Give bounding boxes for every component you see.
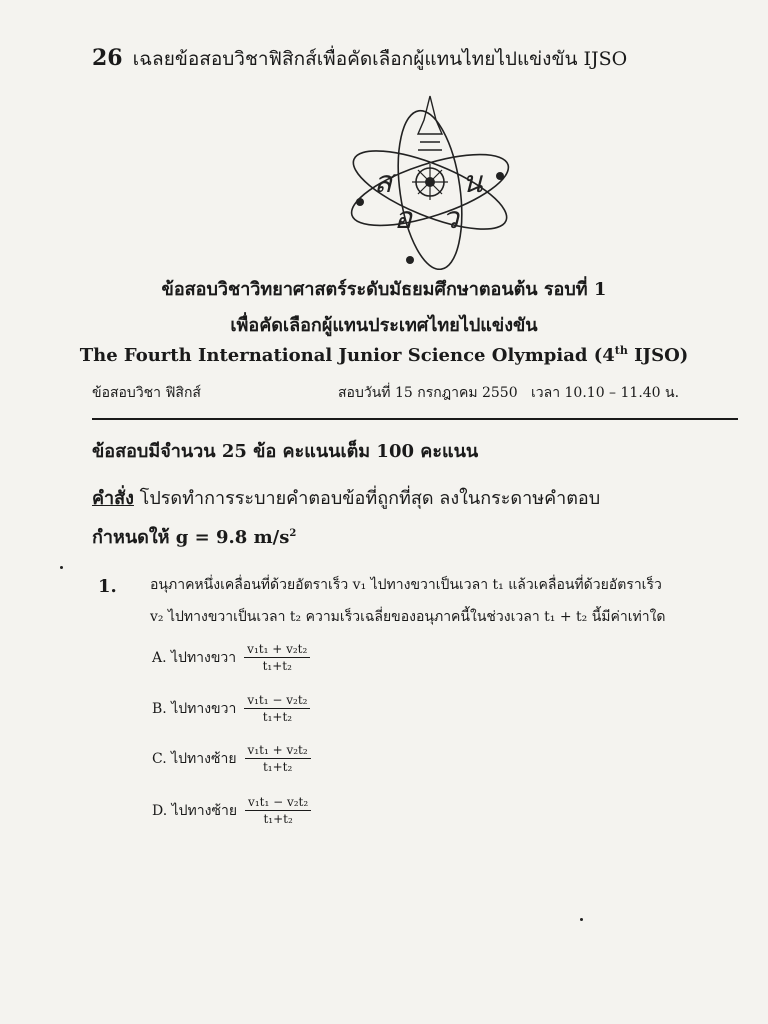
option-label: B. ไปทางขวา [152,700,237,717]
instruction-text: โปรดทำการระบายคำตอบข้อที่ถูกที่สุด ลงในกระดาษคำตอบ [133,488,601,509]
page-number: 26 [92,45,123,71]
option-fraction: $\frac{\text{v₁t₁ + v₂t₂}}{\text{t₁+t₂}}$ [245,743,311,774]
logo-glyph: ส [374,165,393,200]
instruction-label: คำสั่ง [92,488,134,509]
scan-speck [580,918,583,921]
option-fraction: $\frac{\text{v₁t₁ + v₂t₂}}{\text{t₁+t₂}}$ [244,642,310,673]
olympiad-logo [340,90,520,270]
scan-speck [60,566,63,569]
question-number: 1. [98,576,117,597]
logo-glyph: น [462,165,483,200]
option-a [152,642,310,673]
gravity-constant: กำหนดให้ g = 9.8 $m/s^2$ [92,527,297,548]
subject-label: ข้อสอบวิชา ฟิสิกส์ [92,385,201,401]
question-text-line1: อนุภาคหนึ่งเคลื่อนที่ด้วยอัตราเร็ว v₁ ไปทางขวาเป็นเวลา t₁ แล้วเคลื่อนที่ด้วยอัตราเร็ว [150,577,662,593]
option-label: C. ไปทางซ้าย [152,750,237,767]
question-text-line2: v₂ ไปทางขวาเป็นเวลา t₂ ความเร็วเฉลี่ยของอนุภาคนี้ในช่วงเวลา t₁ + t₂ นี้มีค่าเท่าใด [150,609,666,625]
instruction [92,483,600,512]
option-c [152,743,311,774]
logo-glyph: อ [394,201,413,236]
option-fraction: $\frac{\text{v₁t₁ − v₂t₂}}{\text{t₁+t₂}}$ [245,795,311,826]
logo-glyph: ว [442,201,459,236]
exam-title-line3: The Fourth International Junior Science Olympiad (4th IJSO) [79,344,689,366]
exam-title-line2: เพื่อคัดเลือกผู้แทนประเทศไทยไปแข่งขัน [230,315,538,336]
option-label: A. ไปทางขวา [152,649,237,666]
exam-datetime: สอบวันที่ 15 กรกฎาคม 2550 เวลา 10.10 – 11.40 น. [338,385,680,401]
option-b [152,693,310,724]
running-header [92,44,627,74]
option-label: D. ไปทางซ้าย [152,802,238,819]
option-d [152,795,311,826]
question-count: ข้อสอบมีจำนวน 25 ข้อ คะแนนเต็ม 100 คะแนน [92,441,479,462]
running-title: เฉลยข้อสอบวิชาฟิสิกส์เพื่อคัดเลือกผู้แทนไทยไปแข่งขัน IJSO [132,48,628,70]
option-fraction: $\frac{\text{v₁t₁ − v₂t₂}}{\text{t₁+t₂}}$ [244,693,310,724]
exam-title-line1: ข้อสอบวิชาวิทยาศาสตร์ระดับมัธยมศึกษาตอนต้น รอบที่ 1 [161,279,607,300]
divider [92,418,738,420]
